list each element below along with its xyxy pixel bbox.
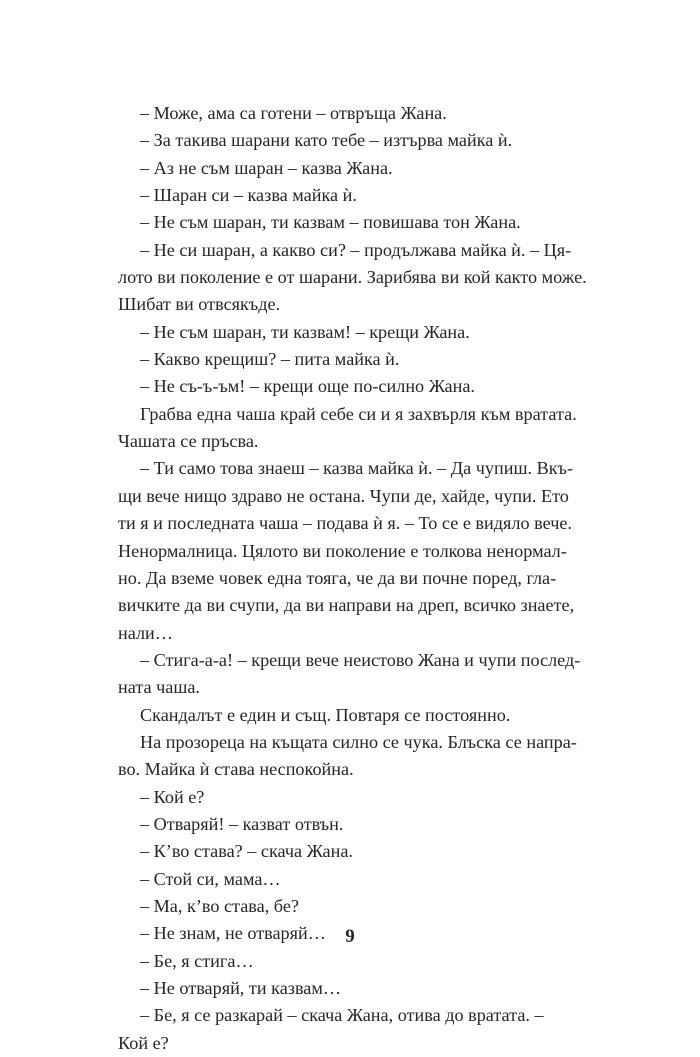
text-line: Грабва една чаша край себе си и я захвърля към вратата. [140,403,577,424]
text-line: – Не съм шаран, ти казвам! – крещи Жана. [140,321,470,342]
text-line: – За такива шарани като тебе – изтърва майка ѝ. [140,130,513,151]
text-line: – Стига-а-а! – крещи вече неистово Жана и чупи послед- [140,649,581,670]
text-line: вичките да ви счупи, да ви направи на дреп, всичко знаете, [118,595,575,616]
text-line: – Не знам, не отваряй… [140,923,326,944]
text-line: ти я и последната чаша – подава ѝ я. – То се е видяло вече. [118,513,572,534]
text-line: – Бе, я стига… [140,950,254,971]
text-line: но. Да вземе човек една тояга, че да ви почне поред, гла- [118,567,557,588]
text-line: нали… [118,622,173,643]
text-line: Скандалът е един и същ. Повтаря се постоянно. [140,704,511,725]
text-line: Ненормалница. Цялото ви поколение е толкова ненормал- [118,540,567,561]
text-line: – Стой си, мама… [140,868,281,889]
text-line: – Кой е? [140,786,205,807]
text-line: – Какво крещиш? – пита майка ѝ. [140,349,400,370]
body-text [118,100,590,1057]
text-line: – Може, ама са готени – отвръща Жана. [140,103,447,123]
text-line: Кой е? [118,1032,169,1053]
text-line: Чашата се пръсва. [118,431,259,452]
text-line: На прозореца на къщата силно се чука. Блъска се напра- [140,731,577,752]
text-line: – Ма, к’во става, бе? [140,895,299,916]
text-line: – Аз не съм шаран – казва Жана. [140,157,393,178]
text-line: Шибат ви отвсякъде. [118,294,281,315]
text-line: – Ти само това знаеш – казва майка ѝ. – Да чупиш. Вкъ- [140,458,573,479]
text-line: – Бе, я се разкарай – скача Жана, отива до вратата. – [140,1005,544,1026]
text-line: – К’во става? – скача Жана. [140,841,353,862]
text-line: щи вече нищо здраво не остана. Чупи де, хайде, чупи. Ето [118,485,569,506]
text-line: – Не си шаран, а какво си? – продължава майка ѝ. – Ця- [140,239,572,260]
page-number: 9 [345,926,355,947]
text-line: – Шаран си – казва майка ѝ. [140,185,357,206]
text-line: во. Майка ѝ става неспокойна. [118,759,354,780]
text-line: – Не съ-ъ-ъм! – крещи още по-силно Жана. [140,376,475,397]
text-line: – Отваряй! – казват отвън. [140,813,344,834]
text-line: – Не отваряй, ти казвам… [140,978,342,998]
text-line: лото ви поколение е от шарани. Зарибява ви кой както може. [118,267,587,288]
text-line: – Не съм шаран, ти казвам – повишава тон Жана. [140,212,521,233]
text-line: ната чаша. [118,677,200,698]
